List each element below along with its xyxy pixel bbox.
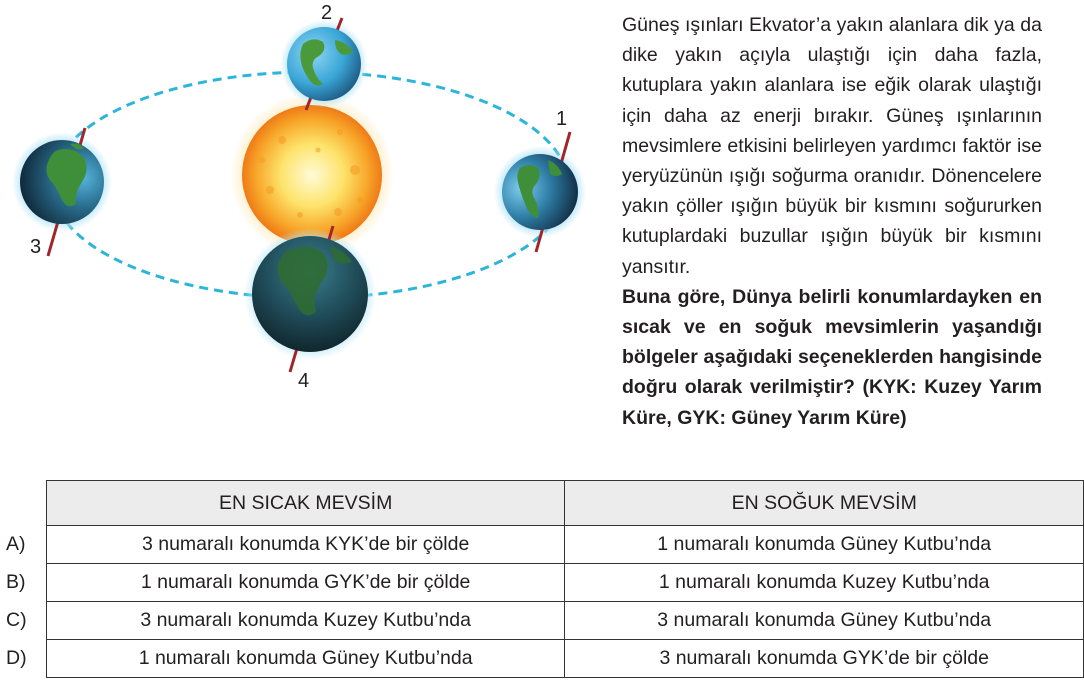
- option-cold-cell: 3 numaralı konumda Güney Kutbu’nda: [565, 602, 1084, 640]
- option-cold-cell: 1 numaralı konumda Kuzey Kutbu’nda: [565, 564, 1084, 602]
- header-spacer: [0, 481, 46, 526]
- question-stem: Buna göre, Dünya belirli konumlardayken en sıcak ve en soğuk mevsimlerin yaşandığı bölgeler aşağıdaki seçeneklerden hangisinde doğru olarak verilmiştir? (KYK: Kuzey Yarım Küre, GYK: Güney Yarım Küre): [622, 285, 1042, 429]
- option-letter[interactable]: B): [6, 571, 26, 593]
- option-row-d[interactable]: [0, 640, 1084, 678]
- orbit-diagram: [0, 0, 610, 470]
- header-hot-season: EN SICAK MEVSİM: [46, 481, 565, 526]
- option-cold-cell: 1 numaralı konumda Güney Kutbu’nda: [565, 526, 1084, 564]
- option-row-c[interactable]: [0, 602, 1084, 640]
- orbit-diagram-svg: [0, 0, 610, 470]
- option-letter[interactable]: C): [6, 609, 27, 631]
- option-letter[interactable]: D): [6, 647, 27, 669]
- option-row-b[interactable]: [0, 564, 1084, 602]
- option-hot-cell: 1 numaralı konumda Güney Kutbu’nda: [46, 640, 565, 678]
- label-position-4: 4: [298, 370, 310, 392]
- table-header-row: [0, 481, 1084, 526]
- option-letter[interactable]: A): [6, 533, 26, 555]
- answer-options-table: [0, 480, 1084, 678]
- earth-position-3: [12, 128, 112, 256]
- label-position-3: 3: [30, 236, 42, 258]
- option-row-a[interactable]: [0, 526, 1084, 564]
- question-text-block: [622, 10, 1042, 433]
- explanation-paragraph: Güneş ışınları Ekvator’a yakın alanlara dik ya da dike yakın açıyla ulaştığı için daha fazla, kutuplara yakın alanlara ise eğik olarak ulaştığı için daha az enerji bırakır. Güneş ışınlarının mevsimlere etkisini belirleyen yardımcı faktör ise yeryüzünün ışığı soğurma oranıdır. Dönencelere yakın çöller ışığın büyük bir kısmını soğururken kutuplardaki buzullar ışığın büyük bir kısmını yansıtır.: [622, 14, 1042, 278]
- label-position-1: 1: [556, 108, 568, 130]
- header-cold-season: EN SOĞUK MEVSİM: [565, 481, 1084, 526]
- option-hot-cell: 3 numaralı konumda Kuzey Kutbu’nda: [46, 602, 565, 640]
- earth-position-1: [494, 132, 586, 252]
- option-hot-cell: 3 numaralı konumda KYK’de bir çölde: [46, 526, 565, 564]
- option-hot-cell: 1 numaralı konumda GYK’de bir çölde: [46, 564, 565, 602]
- label-position-2: 2: [321, 2, 333, 24]
- earth-position-4: [244, 226, 376, 372]
- option-cold-cell: 3 numaralı konumda GYK’de bir çölde: [565, 640, 1084, 678]
